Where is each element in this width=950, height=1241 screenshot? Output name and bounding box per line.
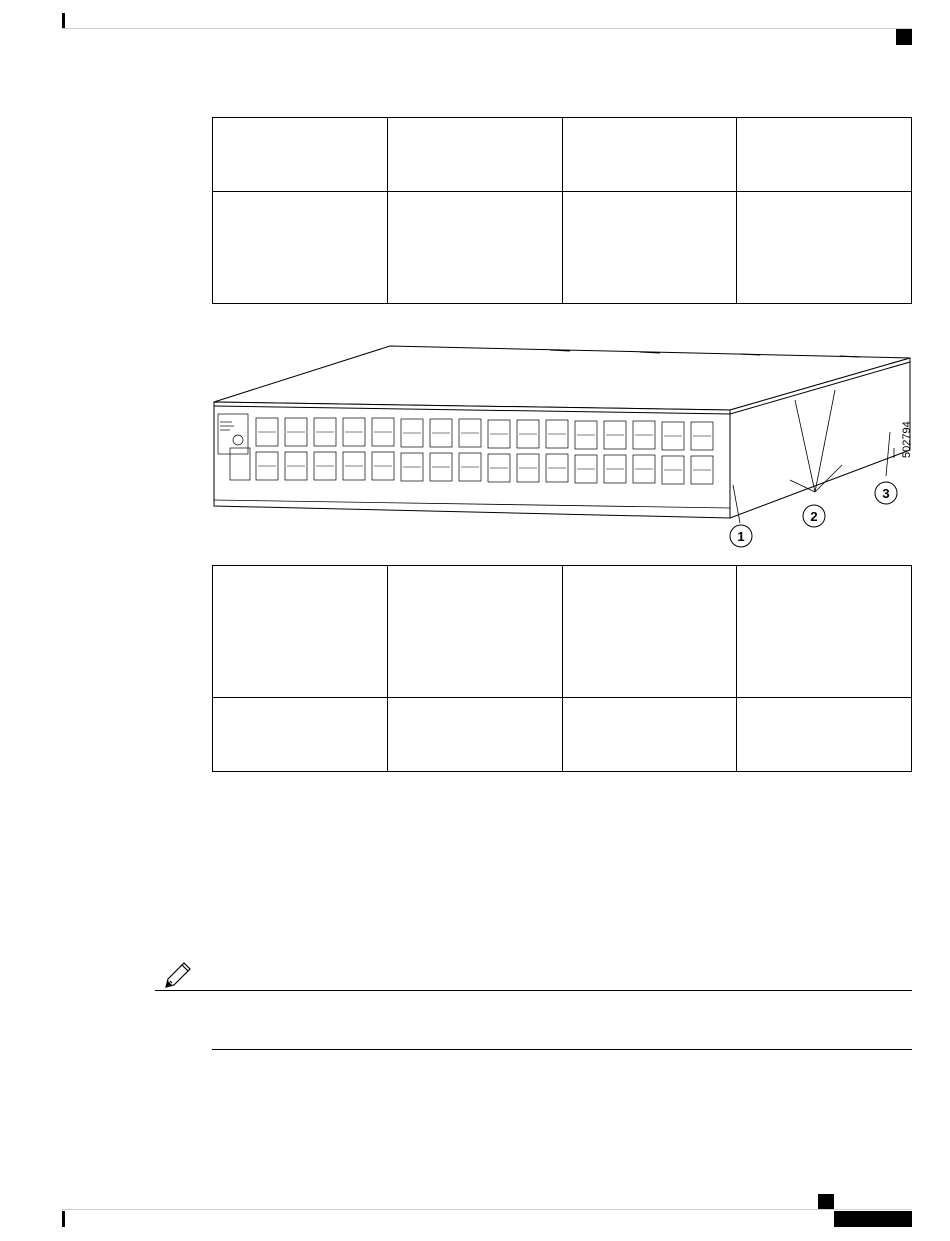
footer-right-square — [818, 1194, 834, 1210]
top-table-cell — [562, 118, 737, 192]
footer-rule — [62, 1209, 912, 1210]
callout-1-label: 1 — [737, 529, 745, 544]
callout-3-label: 3 — [882, 486, 890, 501]
bottom-table-cell — [213, 698, 388, 772]
chassis-figure — [210, 340, 922, 555]
bottom-table-cell — [387, 698, 562, 772]
top-table — [212, 117, 912, 304]
bottom-table-cell — [737, 698, 912, 772]
footer-right-bar — [834, 1211, 912, 1227]
note-bottom-rule — [212, 1049, 912, 1050]
bottom-table-cell — [213, 566, 388, 698]
note-top-rule — [155, 990, 912, 991]
chassis-illustration — [210, 340, 922, 555]
bottom-table-cell — [562, 698, 737, 772]
header-rule — [62, 28, 912, 29]
top-table-cell — [387, 192, 562, 304]
top-table-cell — [562, 192, 737, 304]
pencil-note-icon — [160, 955, 196, 989]
bottom-table — [212, 565, 912, 772]
top-table-cell — [213, 118, 388, 192]
header-left-mark — [62, 13, 65, 29]
top-table-cell — [213, 192, 388, 304]
callout-2-label: 2 — [810, 509, 818, 524]
bottom-table-cell — [387, 566, 562, 698]
top-table-cell — [737, 118, 912, 192]
header-right-mark — [896, 29, 912, 45]
figure-id: 502794 — [901, 421, 913, 458]
bottom-table-cell — [737, 566, 912, 698]
top-table-cell — [387, 118, 562, 192]
footer-left-mark — [62, 1211, 65, 1227]
top-table-cell — [737, 192, 912, 304]
bottom-table-cell — [562, 566, 737, 698]
